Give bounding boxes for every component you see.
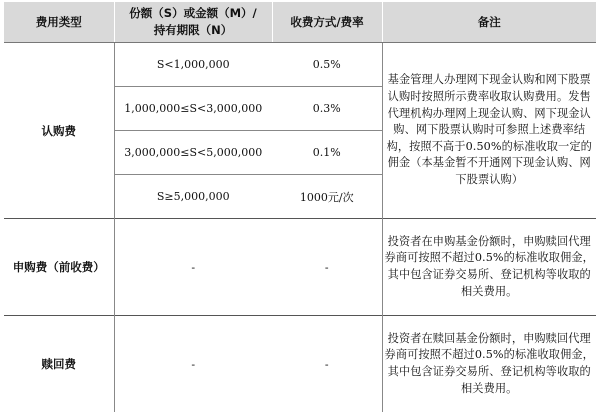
redemption-type: 赎回费	[4, 316, 114, 413]
tier-amount: 3,000,000≤S<5,000,000	[114, 131, 272, 175]
tier-rate: 0.5%	[312, 58, 341, 71]
subscription-type: 认购费	[4, 43, 114, 219]
tier-amount: S<1,000,000	[156, 58, 230, 71]
purchase-row	[4, 219, 596, 316]
header-amount: 份额（S）或金额（M）/ 持有期限（N）	[114, 2, 272, 43]
subscription-row	[4, 43, 596, 87]
redemption-row	[4, 316, 596, 413]
header-method: 收费方式/费率	[272, 2, 382, 43]
tier-rate: 0.1%	[272, 131, 382, 175]
header-fee-type: 费用类型	[4, 2, 114, 43]
tier-amount: S≥5,000,000	[114, 175, 272, 219]
tier-amount: 1,000,000≤S<3,000,000	[114, 87, 272, 131]
purchase-type: 申购费（前收费）	[4, 219, 114, 316]
redemption-rate: -	[272, 316, 382, 413]
header-remarks: 备注	[382, 2, 596, 43]
purchase-remark: 投资者在申购基金份额时，申购赎回代理券商可按照不超过0.5%的标准收取佣金，其中包含证券交易所、登记机构等收取的相关费用。	[382, 219, 596, 316]
redemption-amount: -	[114, 316, 272, 413]
tier-rate: 1000元/次	[272, 175, 382, 219]
fee-table	[4, 2, 596, 412]
subscription-remark: 基金管理人办理网下现金认购和网下股票认购时按照所示费率收取认购费用。发售代理机构办理网上现金认购、网下现金认购、网下股票认购时可参照上述费率结构，按照不高于0.50%的标准收取一定的佣金（本基金暂不开通网下现金认购、网下股票认购）	[382, 43, 596, 219]
purchase-amount: -	[114, 219, 272, 316]
tier-rate: 0.3%	[272, 87, 382, 131]
purchase-rate: -	[272, 219, 382, 316]
header-row	[4, 2, 596, 43]
redemption-remark: 投资者在赎回基金份额时，申购赎回代理券商可按照不超过0.5%的标准收取佣金，其中包含证券交易所、登记机构等收取的相关费用。	[382, 316, 596, 413]
